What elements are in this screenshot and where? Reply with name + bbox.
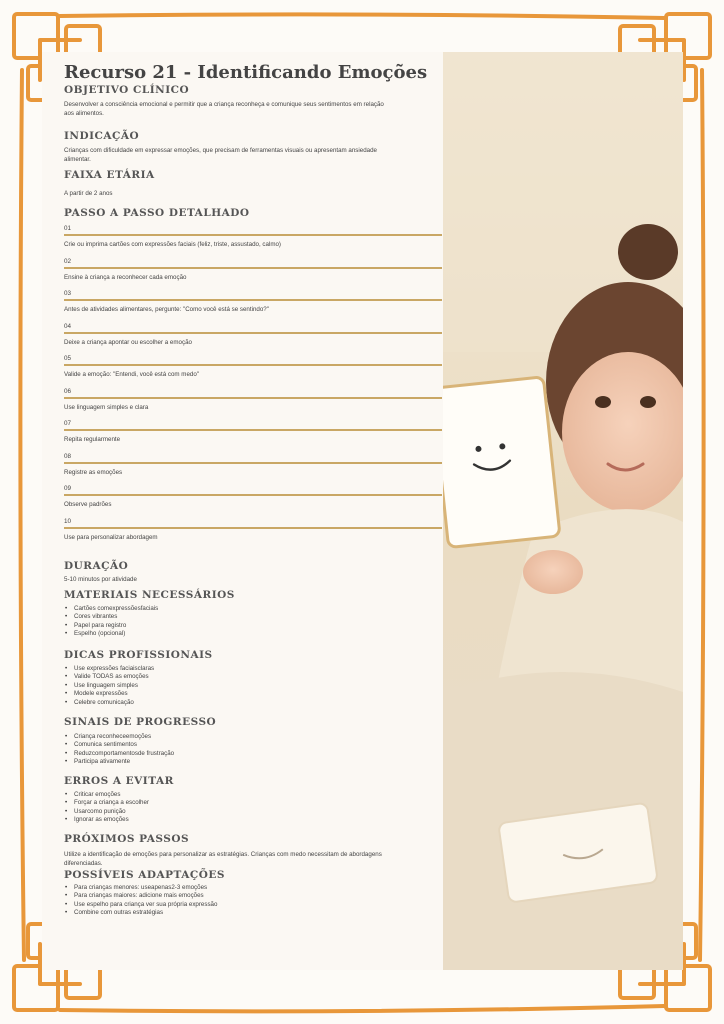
list-item: • Para crianças menores: useapenas2-3 emoções [74, 884, 217, 892]
document-content [64, 62, 444, 917]
step-divider [64, 332, 442, 334]
heading-indicacao: INDICAÇÃO [64, 130, 140, 142]
heading-passo: PASSO A PASSO DETALHADO [64, 207, 250, 219]
list-item: • Criança reconheceemoções [74, 733, 174, 741]
list-item: • Papel para registro [74, 622, 158, 630]
step-divider [64, 397, 442, 399]
list-item: • Para crianças maiores: adicione mais emoções [74, 892, 217, 900]
list-item: • Combine com outras estratégias [74, 909, 217, 917]
step-number: 08 [64, 453, 72, 460]
step-divider [64, 462, 442, 464]
list-item: • Reduzcomportamentosde frustração [74, 750, 174, 758]
heading-materiais: MATERIAIS NECESSÁRIOS [64, 589, 235, 601]
heading-objetivo: OBJETIVO CLÍNICO [64, 84, 190, 96]
list-item: • Cores vibrantes [74, 613, 158, 621]
step-number: 09 [64, 485, 72, 492]
list-materiais [64, 605, 158, 639]
list-item: • Modele expressões [74, 690, 154, 698]
list-item: • Criticar emoções [74, 791, 149, 799]
step-divider [64, 527, 442, 529]
list-item: • Ignorar as emoções [74, 816, 149, 824]
step-divider [64, 234, 442, 236]
step-number: 04 [64, 323, 72, 330]
list-sinais [64, 733, 174, 767]
step-number: 02 [64, 258, 72, 265]
heading-sinais: SINAIS DE PROGRESSO [64, 716, 217, 728]
heading-duracao: DURAÇÃO [64, 560, 129, 572]
text-proximos: Utilize a identificação de emoções para personalizar as estratégias. Crianças com medo necessitam de abordagens diferenciadas. [64, 851, 382, 867]
text-indicacao: Crianças com dificuldade em expressar emoções, que precisam de ferramentas visuais ou apresentam ansiedade alimentar. [64, 147, 377, 163]
heading-dicas: DICAS PROFISSIONAIS [64, 649, 213, 661]
list-item: • Forçar a criança a escolher [74, 799, 149, 807]
list-item: • Comunica sentimentos [74, 741, 174, 749]
list-item: • Celebre comunicação [74, 699, 154, 707]
list-item: • Usarcomo punição [74, 808, 149, 816]
step-text: Antes de atividades alimentares, pergunte: "Como você está se sentindo?" [64, 306, 269, 313]
list-item: • Espelho (opcional) [74, 630, 158, 638]
list-item: • Use espelho para criança ver sua própria expressão [74, 901, 217, 909]
step-divider [64, 267, 442, 269]
step-divider [64, 429, 442, 431]
heading-erros: ERROS A EVITAR [64, 775, 174, 787]
step-number: 10 [64, 518, 72, 525]
step-text: Crie ou imprima cartões com expressões faciais (feliz, triste, assustado, calmo) [64, 241, 281, 248]
step-divider [64, 364, 442, 366]
list-item: • Participa ativamente [74, 758, 174, 766]
list-item: • Valide TODAS as emoções [74, 673, 154, 681]
list-item: • Use linguagem simples [74, 682, 154, 690]
step-text: Use para personalizar abordagem [64, 534, 158, 541]
step-text: Repita regularmente [64, 436, 121, 443]
step-divider [64, 299, 442, 301]
child-photo [443, 52, 683, 970]
step-number: 07 [64, 420, 72, 427]
list-erros [64, 791, 149, 825]
text-duracao: 5-10 minutos por atividade [64, 576, 137, 583]
list-item: • Use expressões faciaisclaras [74, 665, 154, 673]
step-text: Valide a emoção: "Entendi, você está com medo" [64, 371, 199, 378]
step-text: Ensine à criança a reconhecer cada emoção [64, 274, 187, 281]
step-number: 03 [64, 290, 72, 297]
page-title: Recurso 21 - Identificando Emoções [64, 62, 428, 83]
step-number: 06 [64, 388, 72, 395]
text-objetivo: Desenvolver a consciência emocional e permitir que a criança reconheça e comunique seus sentimentos em relação aos alimentos. [64, 101, 384, 117]
step-divider [64, 494, 442, 496]
step-text: Registre as emoções [64, 469, 123, 476]
step-text: Use linguagem simples e clara [64, 404, 149, 411]
text-faixa: A partir de 2 anos [64, 190, 113, 197]
list-item: • Cartões comexpressõesfaciais [74, 605, 158, 613]
heading-proximos: PRÓXIMOS PASSOS [64, 833, 190, 845]
list-adaptacoes [64, 884, 217, 918]
heading-adaptacoes: POSSÍVEIS ADAPTAÇÕES [64, 869, 225, 881]
step-number: 05 [64, 355, 72, 362]
step-text: Observe padrões [64, 501, 112, 508]
step-number: 01 [64, 225, 72, 232]
step-text: Deixe a criança apontar ou escolher a emoção [64, 339, 192, 346]
list-dicas [64, 665, 154, 707]
heading-faixa: FAIXA ETÁRIA [64, 169, 155, 181]
